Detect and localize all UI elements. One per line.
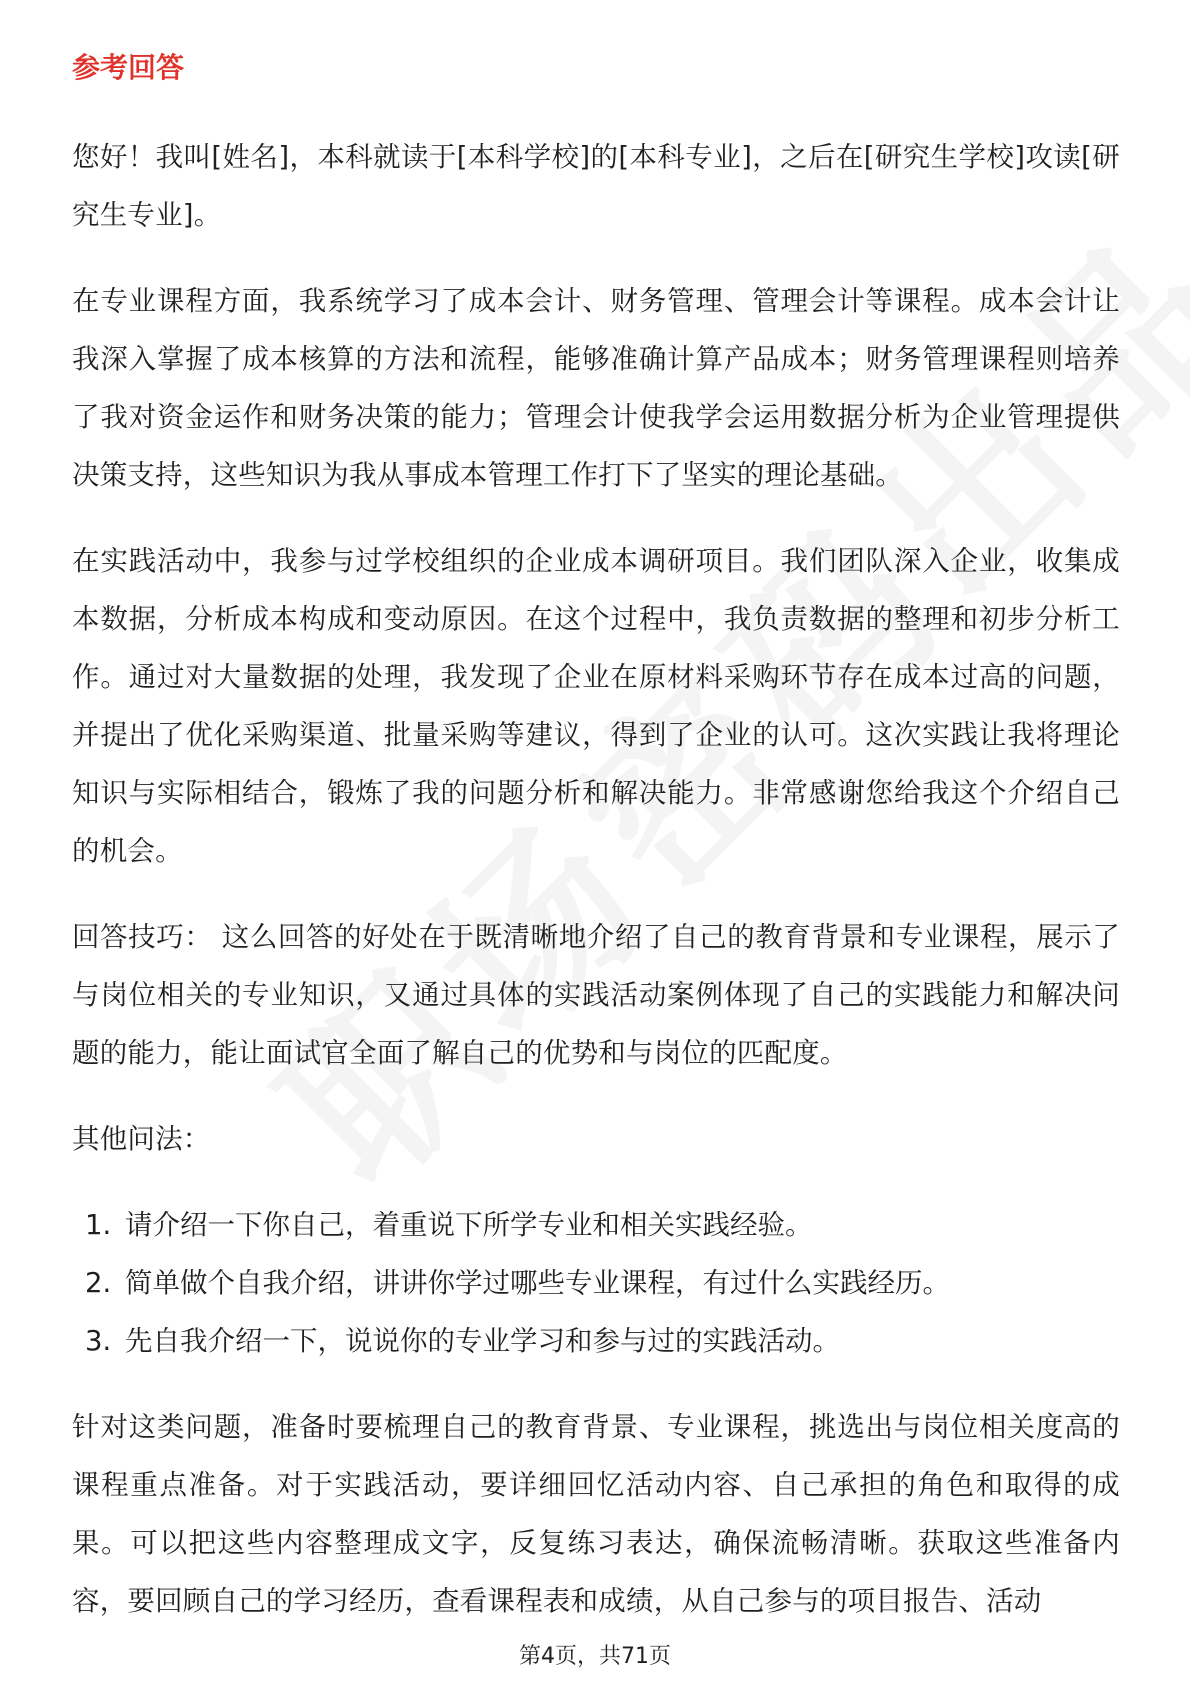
paragraph-intro: 您好！我叫[姓名]，本科就读于[本科学校]的[本科专业]，之后在[研究生学校]攻读[研究生专业]。 xyxy=(72,141,1120,231)
list-item xyxy=(72,1312,1120,1370)
paragraph-practice: 在实践活动中，我参与过学校组织的企业成本调研项目。我们团队深入企业，收集成本数据，分析成本构成和变动原因。在这个过程中，我负责数据的整理和初步分析工作。通过对大量数据的处理，我发现了企业在原材料采购环节存在成本过高的问题，并提出了优化采购渠道、批量采购等建议，得到了企业的认可。这次实践让我将理论知识与实际相结合，锻炼了我的问题分析和解决能力。非常感谢您给我这个介绍自己的机会。 xyxy=(72,545,1120,867)
list-item-text: 简单做个自我介绍，讲讲你学过哪些专业课程，有过什么实践经历。 xyxy=(125,1267,950,1299)
alt-questions-list xyxy=(72,1196,1120,1370)
page-number-footer: 第4页，共71页 xyxy=(519,1644,671,1669)
list-item-number: 3. xyxy=(85,1325,112,1357)
paragraph-closing: 针对这类问题，准备时要梳理自己的教育背景、专业课程，挑选出与岗位相关度高的课程重点准备。对于实践活动，要详细回忆活动内容、自己承担的角色和取得的成果。可以把这些内容整理成文字，反复练习表达，确保流畅清晰。获取这些准备内容，要回顾自己的学习经历，查看课程表和成绩，从自己参与的项目报告、活动 xyxy=(72,1411,1120,1617)
paragraph-other-questions-label: 其他问法： xyxy=(72,1123,211,1155)
paragraph-courses: 在专业课程方面，我系统学习了成本会计、财务管理、管理会计等课程。成本会计让我深入掌握了成本核算的方法和流程，能够准确计算产品成本；财务管理课程则培养了我对资金运作和财务决策的能力；管理会计使我学会运用数据分析为企业管理提供决策支持，这些知识为我从事成本管理工作打下了坚实的理论基础。 xyxy=(72,285,1120,491)
list-item xyxy=(72,1196,1120,1254)
section-heading: 参考回答 xyxy=(72,51,185,84)
page-content xyxy=(72,48,1120,1658)
list-item-number: 1. xyxy=(85,1209,112,1241)
list-item xyxy=(72,1254,1120,1312)
list-item-number: 2. xyxy=(85,1267,112,1299)
list-item-text: 先自我介绍一下，说说你的专业学习和参与过的实践活动。 xyxy=(125,1325,840,1357)
paragraph-tips: 回答技巧： 这么回答的好处在于既清晰地介绍了自己的教育背景和专业课程，展示了与岗位相关的专业知识，又通过具体的实践活动案例体现了自己的实践能力和解决问题的能力，能让面试官全面了解自己的优势和与岗位的匹配度。 xyxy=(72,921,1120,1069)
list-item-text: 请介绍一下你自己，着重说下所学专业和相关实践经验。 xyxy=(125,1209,813,1241)
